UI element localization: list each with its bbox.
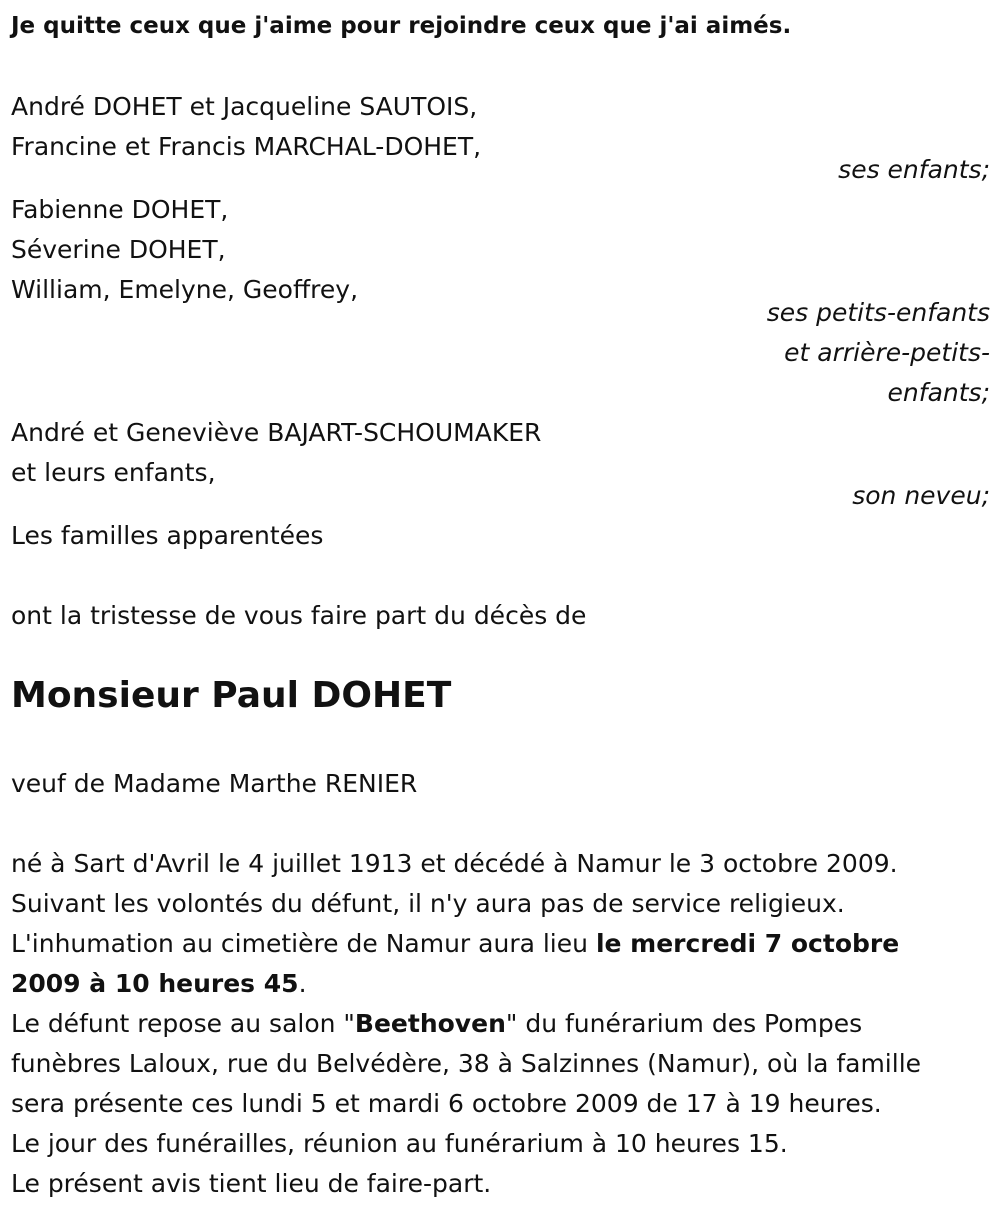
salon-name: Beethoven [354, 1009, 506, 1038]
family-line: Francine et Francis MARCHAL-DOHET, [11, 132, 482, 161]
body-line [11, 971, 307, 996]
relation-label: et arrière-petits- [784, 338, 990, 367]
body-line: funèbres Laloux, rue du Belvédère, 38 à Salzinnes (Namur), où la famille [11, 1049, 922, 1078]
body-line: né à Sart d'Avril le 4 juillet 1913 et décédé à Namur le 3 octobre 2009. [11, 849, 898, 878]
announcement: ont la tristesse de vous faire part du décès de [11, 601, 587, 630]
family-line: et leurs enfants, [11, 458, 216, 487]
body-line [11, 931, 899, 956]
relation-label: enfants; [887, 378, 990, 407]
time-bold: 2009 à 10 heures 45 [11, 969, 299, 998]
body-line: sera présente ces lundi 5 et mardi 6 octobre 2009 de 17 à 19 heures. [11, 1089, 882, 1118]
family-line: William, Emelyne, Geoffrey, [11, 275, 359, 304]
motto: Je quitte ceux que j'aime pour rejoindre ceux que j'ai aimés. [11, 13, 792, 39]
body-line: Suivant les volontés du défunt, il n'y aura pas de service religieux. [11, 889, 845, 918]
body-line [11, 1011, 862, 1036]
body-text: " du funérarium des Pompes [505, 1009, 863, 1038]
body-line: Le présent avis tient lieu de faire-part. [11, 1169, 492, 1198]
body-line: Le jour des funérailles, réunion au funérarium à 10 heures 15. [11, 1129, 788, 1158]
widower-line: veuf de Madame Marthe RENIER [11, 769, 418, 798]
family-line: Fabienne DOHET, [11, 195, 229, 224]
relation-label: son neveu; [852, 481, 990, 510]
date-bold: le mercredi 7 octobre [595, 929, 900, 958]
relation-label: ses enfants; [838, 155, 990, 184]
relation-label: ses petits-enfants [766, 298, 990, 327]
family-line: André et Geneviève BAJART-SCHOUMAKER [11, 418, 542, 447]
deceased-name: Monsieur Paul DOHET [11, 675, 452, 716]
families-line: Les familles apparentées [11, 521, 324, 550]
body-text: . [298, 969, 307, 998]
family-line: Séverine DOHET, [11, 235, 226, 264]
family-line: André DOHET et Jacqueline SAUTOIS, [11, 92, 478, 121]
body-text: Le défunt repose au salon " [11, 1009, 355, 1038]
body-text: L'inhumation au cimetière de Namur aura lieu [11, 929, 596, 958]
